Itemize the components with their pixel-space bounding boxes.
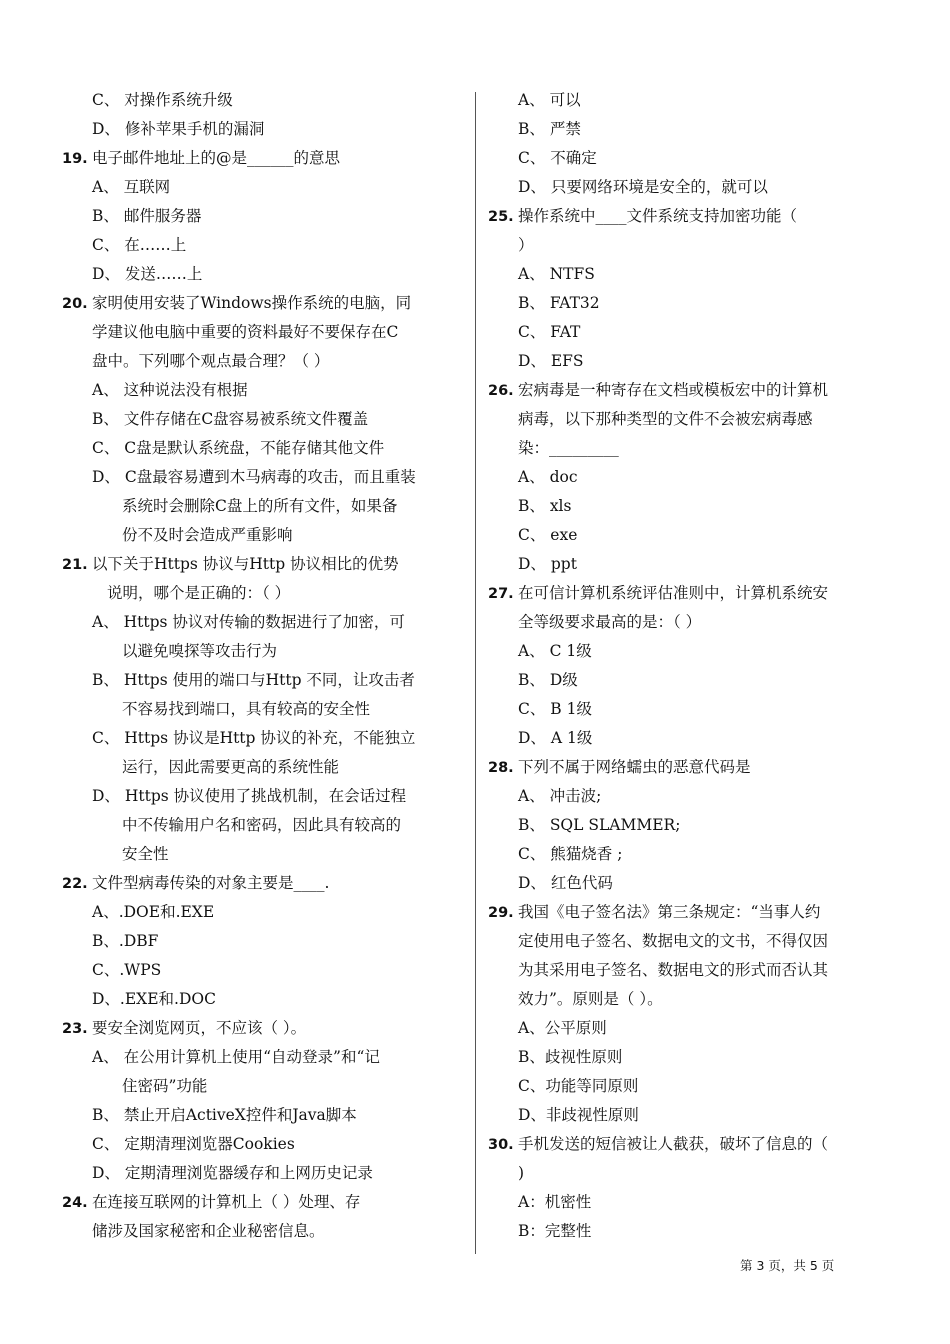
question-text: 下列不属于网络蠕虫的恶意代码是	[518, 758, 751, 776]
answer-option: A、 这种说法没有根据	[92, 381, 248, 399]
answer-option: A：机密性	[518, 1193, 592, 1211]
continuation-line: 不容易找到端口，具有较高的安全性	[122, 700, 371, 718]
question-text: 以下关于Https 协议与Http 协议相比的优势	[92, 555, 399, 573]
question-line	[488, 579, 883, 608]
question-line	[62, 869, 454, 898]
continuation-line: 盘中。下列哪个观点最合理？（ ）	[92, 352, 330, 370]
question-text: 我国《电子签名法》第三条规定：“当事人约	[518, 903, 821, 921]
continuation-line: 中不传输用户名和密码，因此具有较高的	[122, 816, 402, 834]
answer-option: C、 Https 协议是Http 协议的补充，不能独立	[92, 729, 416, 747]
answer-option: B、 邮件服务器	[92, 207, 202, 225]
answer-option: B、 FAT32	[518, 294, 600, 312]
answer-option: C、 exe	[518, 526, 578, 544]
question-number: 29.	[488, 905, 514, 921]
answer-option: B、 xls	[518, 497, 572, 515]
question-number: 25.	[488, 209, 514, 225]
answer-option: A、 doc	[518, 468, 578, 486]
answer-option: B、 Https 使用的端口与Http 不同，让攻击者	[92, 671, 415, 689]
answer-option: A、 在公用计算机上使用“自动登录”和“记	[92, 1048, 380, 1066]
answer-option: C、 B 1级	[518, 700, 592, 718]
answer-option: C、 不确定	[518, 149, 597, 167]
answer-option: D、 只要网络环境是安全的，就可以	[518, 178, 768, 196]
answer-option: A、 互联网	[92, 178, 171, 196]
answer-option: C、.WPS	[92, 961, 162, 979]
answer-option: D、.EXE和.DOC	[92, 990, 216, 1008]
continuation-line: )	[518, 1164, 525, 1182]
question-text: 在连接互联网的计算机上（ ）处理、存	[92, 1193, 361, 1211]
answer-option: B、 严禁	[518, 120, 581, 138]
continuation-line: 效力”。原则是（ ）。	[518, 990, 663, 1008]
answer-option: A、公平原则	[518, 1019, 607, 1037]
question-number: 22.	[62, 876, 88, 892]
answer-option: B、.DBF	[92, 932, 159, 950]
continuation-line: 份不及时会造成严重影响	[122, 526, 293, 544]
answer-option: C、 定期清理浏览器Cookies	[92, 1135, 295, 1153]
continuation-line: 定使用电子签名、数据电文的文书，不得仅因	[518, 932, 829, 950]
question-line	[62, 1014, 454, 1043]
question-number: 28.	[488, 760, 514, 776]
continuation-line: 全等级要求最高的是：（ ）	[518, 613, 702, 631]
answer-option: C、 对操作系统升级	[92, 91, 233, 109]
answer-option: C、 在……上	[92, 236, 187, 254]
answer-option: B：完整性	[518, 1222, 592, 1240]
answer-option: D、 A 1级	[518, 729, 593, 747]
answer-option: C、 C盘是默认系统盘，不能存储其他文件	[92, 439, 385, 457]
question-text: 要安全浏览网页，不应该（ ）。	[92, 1019, 307, 1037]
answer-option: B、 文件存储在C盘容易被系统文件覆盖	[92, 410, 369, 428]
answer-option: A、 Https 协议对传输的数据进行了加密，可	[92, 613, 405, 631]
question-text: 电子邮件地址上的@是______的意思	[92, 149, 341, 167]
question-line	[62, 289, 454, 318]
continuation-line: 为其采用电子签名、数据电文的形式而否认其	[518, 961, 829, 979]
question-number: 19.	[62, 151, 88, 167]
question-number: 27.	[488, 586, 514, 602]
continuation-line: 学建议他电脑中重要的资料最好不要保存在C	[92, 323, 399, 341]
answer-option: D、 Https 协议使用了挑战机制，在会话过程	[92, 787, 407, 805]
question-line	[62, 550, 454, 579]
column-divider	[475, 92, 476, 1254]
question-text: 家明使用安装了Windows操作系统的电脑，同	[92, 294, 412, 312]
question-text: 操作系统中____文件系统支持加密功能（	[518, 207, 798, 225]
continuation-line: 染：_________	[518, 439, 619, 457]
question-line	[62, 144, 454, 173]
answer-option: D、 定期清理浏览器缓存和上网历史记录	[92, 1164, 373, 1182]
answer-option: C、 熊猫烧香 ;	[518, 845, 623, 863]
answer-option: B、 D级	[518, 671, 578, 689]
answer-option: B、歧视性原则	[518, 1048, 623, 1066]
question-number: 30.	[488, 1137, 514, 1153]
continuation-line: 说明，哪个是正确的：（ ）	[107, 584, 291, 602]
answer-option: C、 FAT	[518, 323, 581, 341]
question-text: 宏病毒是一种寄存在文档或模板宏中的计算机	[518, 381, 829, 399]
answer-option: D、 C盘最容易遭到木马病毒的攻击，而且重装	[92, 468, 416, 486]
continuation-line: 住密码”功能	[122, 1077, 208, 1095]
question-number: 23.	[62, 1021, 88, 1037]
answer-option: D、 发送……上	[92, 265, 203, 283]
answer-option: D、 ppt	[518, 555, 577, 573]
answer-option: D、 EFS	[518, 352, 584, 370]
question-text: 手机发送的短信被让人截获，破坏了信息的（	[518, 1135, 829, 1153]
answer-option: A、 可以	[518, 91, 581, 109]
right-column	[488, 86, 883, 1246]
continuation-line: 系统时会删除C盘上的所有文件，如果备	[122, 497, 398, 515]
continuation-line: 安全性	[122, 845, 169, 863]
left-column	[62, 86, 454, 1246]
answer-option: A、 NTFS	[518, 265, 595, 283]
question-text: 文件型病毒传染的对象主要是____.	[92, 874, 330, 892]
question-line	[488, 898, 883, 927]
question-number: 24.	[62, 1195, 88, 1211]
continuation-line: 储涉及国家秘密和企业秘密信息。	[92, 1222, 325, 1240]
question-number: 21.	[62, 557, 88, 573]
continuation-line: 以避免嗅探等攻击行为	[122, 642, 278, 660]
question-line	[488, 202, 883, 231]
page-footer: 第 3 页，共 5 页	[740, 1258, 835, 1273]
answer-option: A、 C 1级	[518, 642, 592, 660]
question-number: 20.	[62, 296, 88, 312]
continuation-line: ）	[518, 236, 534, 254]
answer-option: B、 SQL SLAMMER;	[518, 816, 681, 834]
answer-option: A、.DOE和.EXE	[92, 903, 215, 921]
question-line	[488, 376, 883, 405]
question-text: 在可信计算机系统评估准则中，计算机系统安	[518, 584, 829, 602]
answer-option: D、 修补苹果手机的漏洞	[92, 120, 265, 138]
continuation-line: 病毒，以下那种类型的文件不会被宏病毒感	[518, 410, 813, 428]
question-line	[488, 753, 883, 782]
answer-option: A、 冲击波;	[518, 787, 602, 805]
answer-option: C、功能等同原则	[518, 1077, 639, 1095]
question-line	[488, 1130, 883, 1159]
continuation-line: 运行，因此需要更高的系统性能	[122, 758, 340, 776]
answer-option: B、 禁止开启ActiveX控件和Java脚本	[92, 1106, 357, 1124]
question-line	[62, 1188, 454, 1217]
question-number: 26.	[488, 383, 514, 399]
answer-option: D、非歧视性原则	[518, 1106, 639, 1124]
answer-option: D、 红色代码	[518, 874, 613, 892]
